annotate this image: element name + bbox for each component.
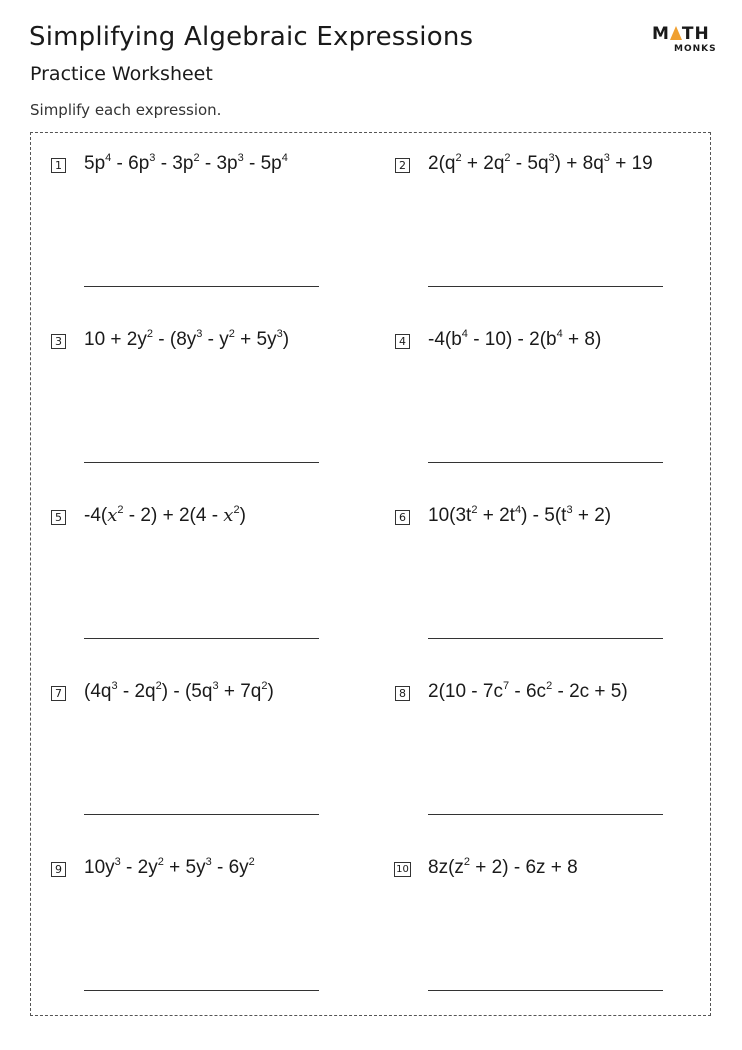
answer-line[interactable] bbox=[84, 814, 319, 815]
problem-number: 5 bbox=[51, 510, 66, 525]
answer-line[interactable] bbox=[84, 462, 319, 463]
problem-1 bbox=[51, 153, 351, 303]
answer-line[interactable] bbox=[84, 638, 319, 639]
problem-expression: $(4q^3 - 2q^2) - (5q^3 + 7q^2)$ bbox=[84, 680, 274, 702]
problem-number: 3 bbox=[51, 334, 66, 349]
problem-expression: $2(q^2 + 2q^2 - 5q^3) + 8q^3 + 19$ bbox=[428, 152, 653, 174]
instructions: Simplify each expression. bbox=[30, 101, 222, 119]
logo-letters-th: TH bbox=[681, 24, 710, 44]
answer-line[interactable] bbox=[428, 462, 663, 463]
problem-expression: $-4(x^2 - 2) + 2(4 - x^2)$ bbox=[84, 504, 246, 526]
logo-triangle-icon bbox=[670, 25, 682, 39]
logo-wordmark bbox=[652, 24, 710, 44]
problem-number: 9 bbox=[51, 862, 66, 877]
problem-7 bbox=[51, 681, 351, 831]
problem-number: 2 bbox=[395, 158, 410, 173]
problem-expression: $10 + 2y^2 - (8y^3 - y^2 + 5y^3)$ bbox=[84, 328, 290, 350]
problem-number: 6 bbox=[395, 510, 410, 525]
problem-2 bbox=[395, 153, 695, 303]
problem-expression: $-4(b^4 - 10) - 2(b^4 + 8)$ bbox=[428, 328, 602, 350]
answer-line[interactable] bbox=[84, 286, 319, 287]
answer-line[interactable] bbox=[428, 990, 663, 991]
answer-line[interactable] bbox=[428, 638, 663, 639]
problem-9 bbox=[51, 857, 351, 1007]
logo-letter-m: M bbox=[652, 24, 670, 44]
problem-expression: $5p^4 - 6p^3 - 3p^2 - 3p^3 - 5p^4$ bbox=[84, 152, 288, 174]
problem-expression: $10(3t^2 + 2t^4) - 5(t^3 + 2)$ bbox=[428, 504, 612, 526]
problem-4 bbox=[395, 329, 695, 479]
problem-expression: $10y^3 - 2y^2 + 5y^3 - 6y^2$ bbox=[84, 856, 255, 878]
logo-subtext: MONKS bbox=[674, 44, 717, 54]
problem-number: 1 bbox=[51, 158, 66, 173]
problem-8 bbox=[395, 681, 695, 831]
math-monks-logo bbox=[652, 24, 718, 58]
worksheet-subtitle: Practice Worksheet bbox=[30, 63, 213, 85]
problem-number: 7 bbox=[51, 686, 66, 701]
problem-6 bbox=[395, 505, 695, 655]
problem-number: 8 bbox=[395, 686, 410, 701]
problem-5 bbox=[51, 505, 351, 655]
answer-line[interactable] bbox=[428, 814, 663, 815]
answer-line[interactable] bbox=[428, 286, 663, 287]
problem-10 bbox=[395, 857, 695, 1007]
problem-number: 10 bbox=[394, 862, 411, 877]
problem-number: 4 bbox=[395, 334, 410, 349]
problem-expression: $2(10 - 7c^7 - 6c^2 - 2c + 5)$ bbox=[428, 680, 628, 702]
answer-line[interactable] bbox=[84, 990, 319, 991]
problem-expression: $8z(z^2 + 2) - 6z + 8$ bbox=[428, 856, 578, 878]
problem-3 bbox=[51, 329, 351, 479]
worksheet-title: Simplifying Algebraic Expressions bbox=[29, 22, 474, 52]
